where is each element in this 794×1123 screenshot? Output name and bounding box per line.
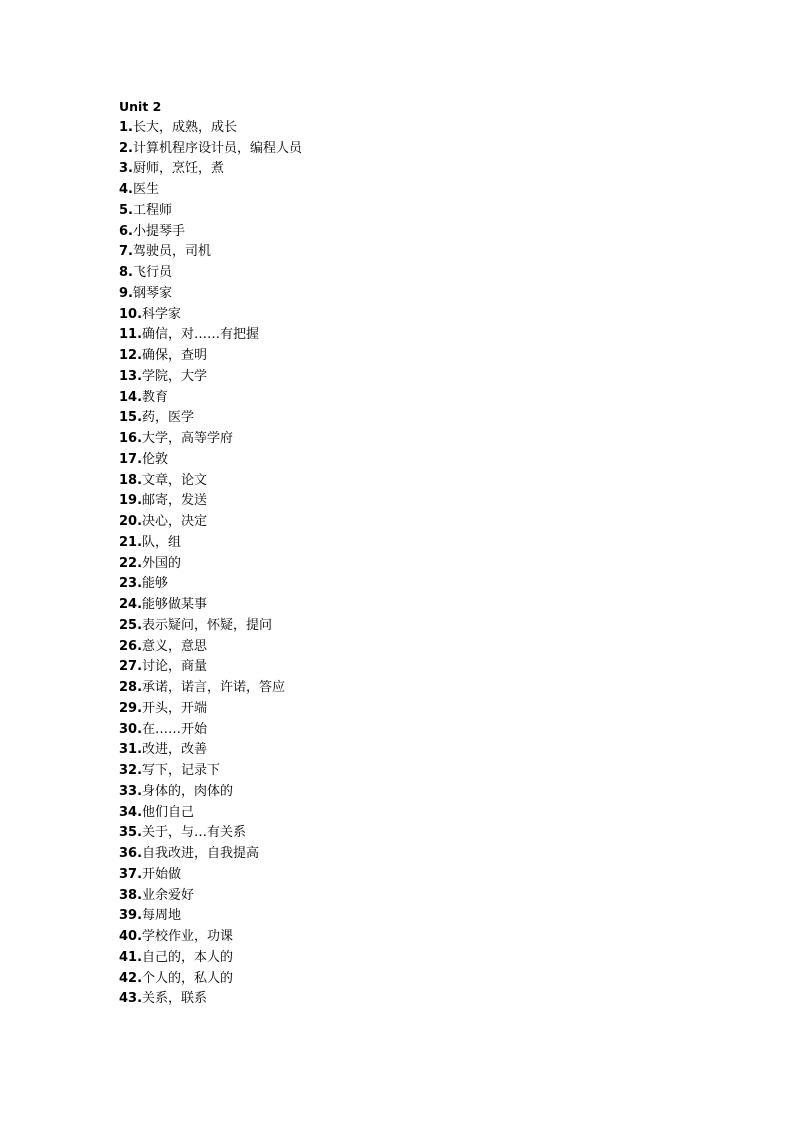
list-item-number: 35.	[119, 825, 143, 841]
list-item	[119, 408, 302, 429]
list-item	[119, 346, 302, 367]
list-item-text: 关系，联系	[142, 991, 208, 1007]
list-item-number: 4.	[119, 182, 133, 197]
list-item-text: 钢琴家	[132, 285, 172, 301]
list-item-number: 26.	[119, 638, 143, 654]
list-item-text: 在……开始	[142, 721, 208, 737]
list-item	[119, 886, 302, 907]
list-item-number: 20.	[119, 514, 143, 529]
list-item	[119, 720, 302, 741]
list-item-text: 开头，开端	[142, 700, 208, 716]
list-item	[119, 657, 302, 678]
list-item-number: 12.	[119, 348, 143, 363]
list-item-number: 28.	[119, 680, 143, 695]
list-item	[119, 637, 302, 658]
list-item-text: 外国的	[142, 555, 182, 571]
list-item	[119, 948, 302, 969]
list-item-text: 确保，查明	[142, 348, 208, 363]
list-item-text: 写下，记录下	[142, 763, 221, 778]
list-item-text: 小提琴手	[132, 223, 185, 239]
list-item-text: 工程师	[132, 202, 172, 218]
list-item-text: 医生	[132, 182, 159, 197]
list-item	[119, 367, 302, 388]
list-item	[119, 305, 302, 326]
list-item-number: 41.	[119, 949, 143, 965]
list-item	[119, 699, 302, 720]
list-item	[119, 512, 302, 533]
list-item-number: 37.	[119, 866, 143, 882]
list-item-number: 32.	[119, 763, 143, 778]
list-item-number: 43.	[119, 991, 143, 1007]
list-item-number: 6.	[119, 223, 133, 239]
list-item-text: 自己的，本人的	[142, 949, 234, 965]
list-item	[119, 803, 302, 824]
vocabulary-list	[119, 118, 302, 1010]
list-item-number: 29.	[119, 700, 143, 716]
list-item-text: 队，组	[142, 534, 182, 550]
list-item-number: 3.	[119, 161, 133, 177]
list-item-text: 药，医学	[142, 410, 195, 426]
list-item-text: 他们自己	[142, 804, 195, 820]
list-item-number: 2.	[119, 140, 133, 156]
list-item	[119, 242, 302, 263]
list-item	[119, 969, 302, 990]
list-item-number: 14.	[119, 389, 143, 405]
list-item-text: 学院，大学	[142, 368, 208, 384]
list-item-number: 38.	[119, 887, 143, 903]
list-item-number: 21.	[119, 534, 143, 550]
list-item-text: 确信，对……有把握	[142, 327, 260, 343]
list-item	[119, 471, 302, 492]
list-item-text: 承诺，诺言，许诺，答应	[142, 680, 286, 695]
list-item	[119, 118, 302, 139]
list-item-number: 40.	[119, 929, 143, 944]
list-item-text: 意义，意思	[142, 638, 208, 654]
list-item	[119, 782, 302, 803]
list-item	[119, 263, 302, 284]
list-item-number: 24.	[119, 597, 143, 612]
list-item-number: 16.	[119, 431, 143, 446]
list-item-text: 改进，改善	[142, 742, 208, 758]
list-item-text: 科学家	[142, 306, 182, 322]
list-item-text: 业余爱好	[142, 887, 195, 903]
list-item-text: 开始做	[142, 866, 182, 882]
list-item-text: 厨师，烹饪，煮	[132, 161, 224, 177]
list-item	[119, 325, 302, 346]
list-item-text: 文章，论文	[142, 472, 208, 488]
list-item	[119, 740, 302, 761]
list-item-text: 伦敦	[142, 451, 169, 467]
list-item	[119, 761, 302, 782]
list-item	[119, 678, 302, 699]
list-item-number: 13.	[119, 368, 143, 384]
list-item	[119, 616, 302, 637]
list-item-number: 27.	[119, 659, 143, 675]
list-item	[119, 533, 302, 554]
list-item	[119, 491, 302, 512]
list-item	[119, 595, 302, 616]
list-item-number: 36.	[119, 846, 143, 861]
list-item-number: 22.	[119, 555, 143, 571]
list-item	[119, 823, 302, 844]
list-item-number: 8.	[119, 265, 133, 280]
list-item-text: 每周地	[142, 908, 182, 924]
list-item-text: 驾驶员，司机	[132, 244, 211, 260]
list-item-number: 11.	[119, 327, 143, 343]
list-item-text: 关于，与…有关系	[142, 825, 247, 841]
list-item-number: 10.	[119, 306, 143, 322]
list-item-text: 能够	[142, 576, 169, 592]
list-item-number: 1.	[119, 119, 133, 135]
list-item	[119, 429, 302, 450]
list-item-number: 30.	[119, 721, 143, 737]
list-item-text: 自我改进，自我提高	[142, 846, 260, 861]
list-item-number: 31.	[119, 742, 143, 758]
list-item-number: 42.	[119, 970, 143, 986]
list-item	[119, 989, 302, 1010]
list-item-number: 25.	[119, 617, 143, 633]
list-item-number: 5.	[119, 202, 133, 218]
list-item-text: 长大，成熟，成长	[132, 119, 237, 135]
list-item	[119, 865, 302, 886]
list-item-text: 个人的，私人的	[142, 970, 234, 986]
list-item-number: 7.	[119, 244, 133, 260]
list-item-text: 决心，决定	[142, 514, 208, 529]
list-item-number: 9.	[119, 285, 133, 301]
list-item	[119, 159, 302, 180]
list-item-number: 23.	[119, 576, 143, 592]
list-item-number: 15.	[119, 410, 143, 426]
list-item-number: 33.	[119, 783, 143, 799]
document-content	[119, 97, 302, 1010]
list-item-text: 邮寄，发送	[142, 493, 208, 509]
list-item-text: 身体的，肉体的	[142, 783, 234, 799]
list-item-text: 飞行员	[132, 265, 172, 280]
list-item	[119, 284, 302, 305]
list-item	[119, 574, 302, 595]
list-item	[119, 388, 302, 409]
list-item-text: 教育	[142, 389, 169, 405]
list-item	[119, 906, 302, 927]
document-title: Unit 2	[119, 99, 162, 114]
list-item-number: 39.	[119, 908, 143, 924]
list-item-number: 19.	[119, 493, 143, 509]
list-item-text: 计算机程序设计员，编程人员	[132, 140, 302, 156]
list-item	[119, 554, 302, 575]
list-item	[119, 180, 302, 201]
list-item	[119, 450, 302, 471]
list-item-number: 34.	[119, 804, 143, 820]
list-item-number: 17.	[119, 451, 143, 467]
list-item-text: 学校作业，功课	[142, 929, 234, 944]
list-item-text: 大学，高等学府	[142, 431, 234, 446]
list-item-text: 表示疑问，怀疑，提问	[142, 617, 273, 633]
list-item	[119, 844, 302, 865]
list-item	[119, 222, 302, 243]
list-item	[119, 139, 302, 160]
list-item-text: 讨论，商量	[142, 659, 208, 675]
list-item-number: 18.	[119, 472, 143, 488]
list-item	[119, 927, 302, 948]
list-item	[119, 201, 302, 222]
list-item-text: 能够做某事	[142, 597, 208, 612]
